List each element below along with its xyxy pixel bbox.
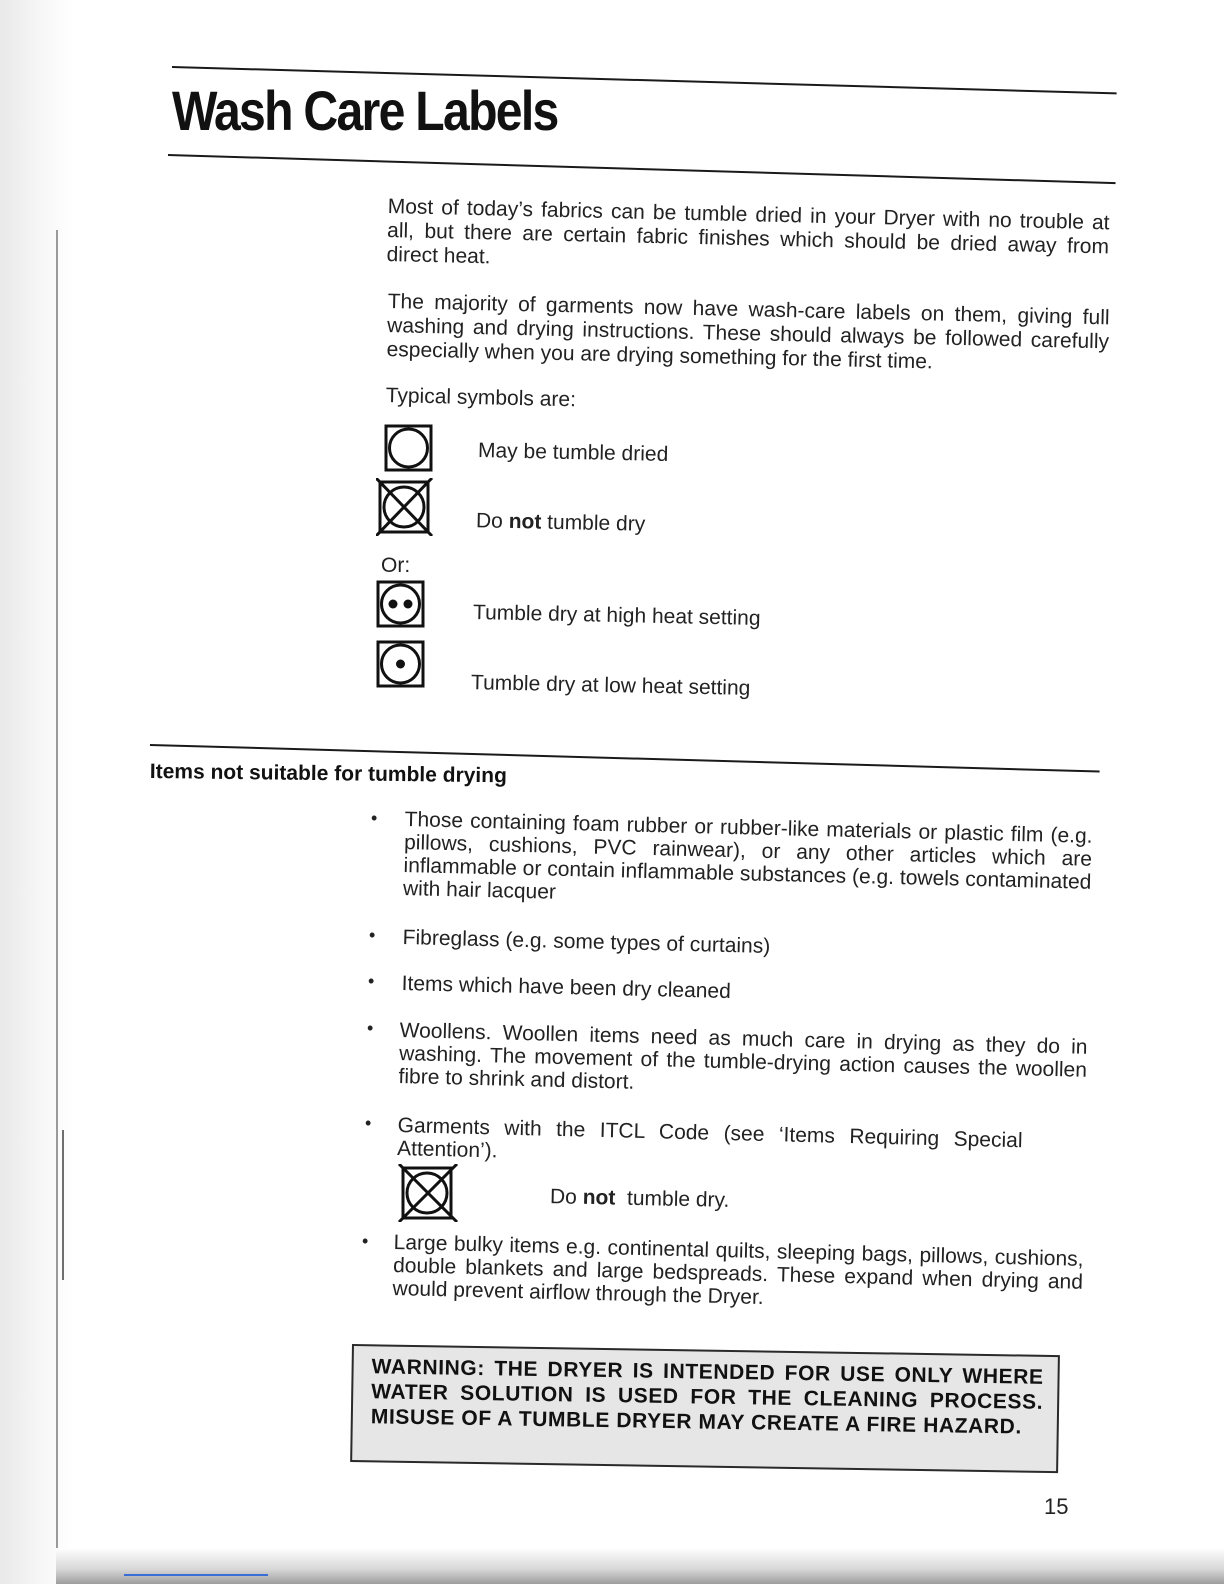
list-item-text: Items which have been dry cleaned <box>401 972 732 1004</box>
list-item-text: Garments with the ITCL Code (see ‘Items Requiring Special Attention’). <box>396 1114 1023 1163</box>
list-item-text: Woollens. Woollen items need as much care in drying as they do in washing. The movement of the tumble-drying action causes the woollen fibre to shrink and distort. <box>398 1019 1088 1094</box>
scan-bottom-shadow <box>56 1548 1224 1584</box>
high-heat-label: Tumble dry at high heat setting <box>472 600 761 631</box>
tumble-dry-icon <box>384 424 434 472</box>
label-emphasis: not <box>508 509 542 534</box>
page-number: 15 <box>1044 1494 1069 1519</box>
fire-hazard-warning <box>350 1344 1060 1473</box>
bullet-icon: • <box>369 925 376 945</box>
list-item-text: Large bulky items e.g. continental quilts, sleeping bags, pillows, cushions, double blankets and large bedspreads. These expand when drying and would prevent airflow through the Dryer. <box>392 1231 1084 1310</box>
label-text: tumble dry <box>541 510 646 536</box>
may-tumble-dry-label: May be tumble dried <box>477 439 669 466</box>
label-text: Do <box>549 1185 583 1209</box>
or-label: Or: <box>381 554 411 577</box>
scan-edge-line <box>62 1130 64 1280</box>
bullet-icon: • <box>367 1018 374 1038</box>
tumble-dry-low-heat-icon <box>376 640 426 688</box>
do-not-tumble-dry-icon <box>376 478 434 536</box>
scan-edge-shadow <box>0 0 72 1584</box>
low-heat-label: Tumble dry at low heat setting <box>470 671 751 700</box>
do-not-tumble-dry-icon <box>397 1164 459 1222</box>
list-item-text: Those containing foam rubber or rubber-like materials or plastic film (e.g. pillows, cushions, PVC rainwear), or any other articles which are inflammable or contain inflammable substances (e.g. towels contaminated with hair lacquer <box>402 808 1093 904</box>
bullet-icon: • <box>368 971 375 991</box>
scan-edge-line <box>56 230 58 1584</box>
bullet-icon: • <box>365 1113 372 1133</box>
page-title: Wash Care Labels <box>172 79 558 142</box>
label-text: Do <box>475 509 509 533</box>
bullet-icon: • <box>371 808 378 828</box>
title-bottom-rule <box>168 154 1116 184</box>
scan-artifact-line <box>124 1574 268 1576</box>
itcl-do-not-tumble-dry-label <box>550 1185 730 1213</box>
label-emphasis: not <box>582 1185 616 1210</box>
list-item-text: Fibreglass (e.g. some types of curtains) <box>402 926 771 958</box>
label-text: tumble dry. <box>615 1186 730 1212</box>
warning-text: WARNING: THE DRYER IS INTENDED FOR USE ONLY WHERE WATER SOLUTION IS USED FOR THE CLEANING PROCESS. MISUSE OF A TUMBLE DRYER MAY CREATE A FIRE HAZARD. <box>370 1355 1044 1439</box>
section-heading: Items not suitable for tumble drying <box>149 760 508 788</box>
do-not-tumble-dry-label <box>476 509 646 537</box>
intro-paragraph: The majority of garments now have wash-care labels on them, giving full washing and drying instructions. These should always be followed carefully especially when you are drying something for the first time. <box>386 290 1110 374</box>
intro-paragraph: Most of today’s fabrics can be tumble dried in your Dryer with no trouble at all, but there are certain fabric finishes which should be dried away from direct heat. <box>386 195 1110 269</box>
tumble-dry-high-heat-icon <box>376 580 426 628</box>
bullet-icon: • <box>362 1231 369 1251</box>
symbols-intro: Typical symbols are: <box>385 384 577 412</box>
